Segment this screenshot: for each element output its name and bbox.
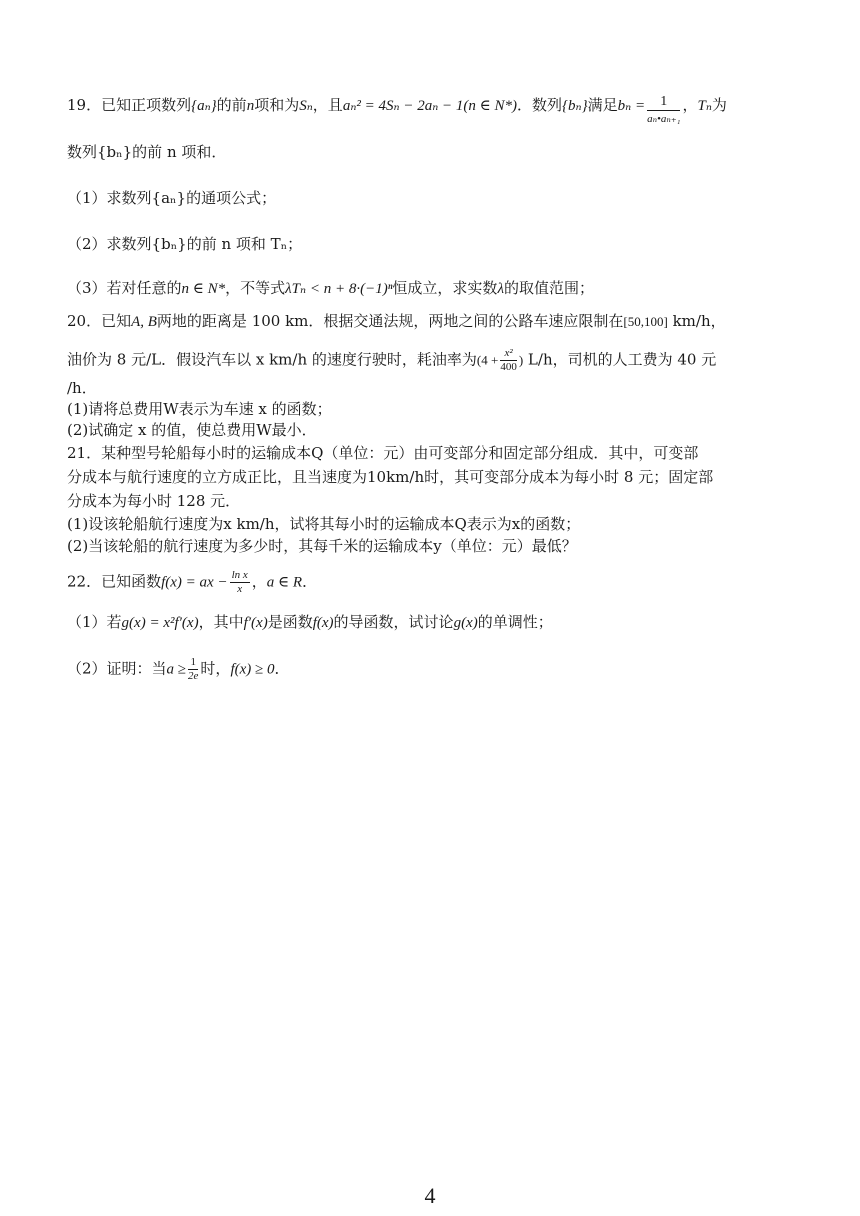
q19-line2: 数列{bₙ}的前 n 项和．	[67, 143, 227, 161]
q20-text: 20．已知	[67, 312, 132, 330]
var-lambda: λ	[497, 281, 504, 297]
q21-line1: 21．某种型号轮船每小时的运输成本Q（单位：元）由可变部分和固定部分组成．其中，可变部	[67, 444, 699, 462]
q22-text: ，	[251, 572, 267, 591]
g-x: g(x)	[453, 615, 478, 631]
a-numerator: 1	[188, 656, 198, 670]
q22-part1-text: 是函数	[267, 613, 313, 631]
q20-text: L/h，司机的人工费为 40 元	[523, 350, 717, 369]
var-Tn: Tₙ	[697, 98, 712, 114]
speed-range: [50,100]	[623, 314, 668, 329]
bn-fraction	[647, 94, 680, 127]
var-n: n	[246, 98, 255, 114]
q19-text: 为	[711, 96, 727, 114]
q19-text: ．数列	[517, 96, 563, 114]
q19-part3-text: 恒成立，求实数	[392, 279, 498, 297]
f-denominator: x	[237, 583, 243, 595]
q20-text: 两地的距离是 100 km．根据交通法规，两地之间的公路车速应限制在	[156, 312, 624, 330]
conclusion: f(x) ≥ 0	[230, 661, 275, 678]
f-x: f(x)	[312, 615, 334, 631]
bn-denominator: aₙ•aₙ₊₁	[647, 113, 681, 125]
rate-open: (4 +	[476, 352, 499, 368]
bn-numerator: 1	[647, 94, 680, 111]
var-Sn: Sₙ	[299, 98, 313, 114]
var-ab: A, B	[131, 314, 157, 330]
q21-line2: 分成本与航行速度的立方成正比，且当速度为10km/h时，其可变部分成本为每小时 8 元；固定部	[67, 468, 714, 486]
q22-part2-text: ．	[274, 659, 290, 678]
f-prime: f′(x)	[243, 615, 268, 631]
a-denominator: 2e	[188, 670, 199, 682]
q19-intro: 19．已知正项数列	[67, 96, 192, 114]
q19-line1	[67, 94, 860, 127]
q19-part1: （1）求数列{aₙ}的通项公式；	[67, 189, 277, 207]
q22-part1-text: 的导函数，试讨论	[333, 613, 454, 631]
q22-part1	[67, 612, 860, 633]
main-equation: aₙ² = 4Sₙ − 2aₙ − 1(n ∈ N*)	[342, 98, 518, 114]
bn-lhs: bₙ =	[617, 98, 646, 114]
rate-numerator: x²	[500, 347, 517, 361]
q22-part2-text: （2）证明：当	[67, 659, 167, 678]
q20-line2	[67, 347, 860, 374]
q19-part3-text: 的取值范围；	[503, 279, 594, 297]
q22-text: ．	[302, 572, 318, 591]
part3-inequality: λTₙ < n + 8·(−1)ⁿ	[285, 281, 393, 297]
q19-part3-text: ，不等式	[225, 279, 286, 297]
q21-part1: (1)设该轮船航行速度为x km/h，试将其每小时的运输成本Q表示为x的函数；	[67, 515, 581, 533]
f-fraction	[230, 569, 250, 596]
f-numerator: ln x	[231, 569, 248, 581]
seq-a: {aₙ}	[191, 98, 217, 114]
q19-part3	[67, 278, 860, 299]
g-definition: g(x) = x²f′(x)	[121, 615, 199, 631]
a-ge: a ≥	[166, 661, 187, 678]
q19-text: ，	[682, 96, 698, 114]
q19-part2: （2）求数列{bₙ}的前 n 项和 Tₙ；	[67, 235, 303, 253]
page-number: 4	[424, 1183, 436, 1208]
q20-line3: /h．	[67, 379, 97, 397]
q22-part1-text: （1）若	[67, 613, 122, 631]
q22-text: 22．已知函数	[67, 572, 162, 591]
a-condition: a ∈ R	[266, 574, 303, 591]
q19-part3-text: （3）若对任意的	[67, 279, 182, 297]
q20-line1	[67, 311, 860, 332]
rate-fraction	[500, 347, 517, 374]
q20-part1: (1)请将总费用W表示为车速 x 的函数；	[67, 400, 332, 418]
part3-condition: n ∈ N*	[181, 281, 226, 297]
q21-part2: (2)当该轮船的航行速度为多少时，其每千米的运输成本y（单位：元）最低？	[67, 537, 577, 555]
q22-line1	[67, 569, 860, 596]
q21-line3: 分成本为每小时 128 元．	[67, 492, 241, 510]
f-lhs: f(x) = ax −	[161, 574, 228, 591]
q19-text: 项和为	[254, 96, 300, 114]
q20-text: 油价为 8 元/L．假设汽车以 x km/h 的速度行驶时，耗油率为	[67, 350, 477, 369]
q22-part2	[67, 656, 860, 683]
rate-denominator: 400	[500, 361, 517, 373]
q22-part1-text: ，其中	[198, 613, 244, 631]
a-fraction	[188, 656, 198, 683]
q19-text: 的前	[216, 96, 247, 114]
seq-b: {bₙ}	[562, 98, 588, 114]
q19-text: ，且	[312, 96, 343, 114]
q20-text: km/h，	[667, 312, 726, 330]
q19-text: 满足	[587, 96, 618, 114]
q22-part1-text: 的单调性；	[477, 613, 553, 631]
rate-close: )	[518, 352, 524, 368]
q20-part2: (2)试确定 x 的值，使总费用W最小．	[67, 421, 317, 439]
q22-part2-text: 时，	[200, 659, 231, 678]
